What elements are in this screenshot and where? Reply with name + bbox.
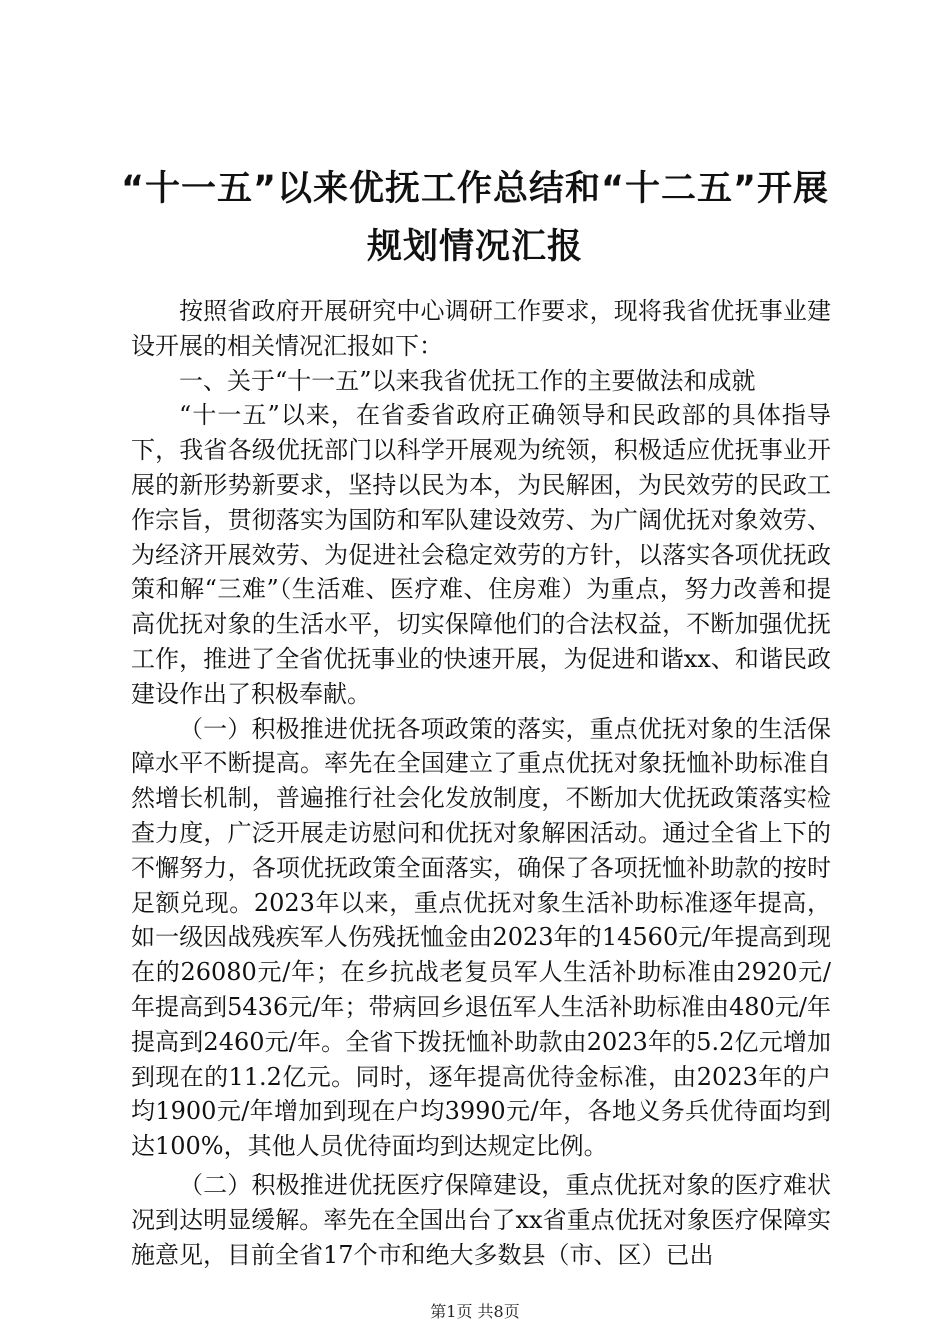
paragraph-overview: “十一五”以来，在省委省政府正确领导和民政部的具体指导下，我省各级优抚部门以科学开展观为统领，积极适应优抚事业开展的新形势新要求，坚持以民为本，为民解困，为民效劳的民政工作宗旨，贯彻落实为国防和军队建设效劳、为广阔优抚对象效劳、为经济开展效劳、为促进社会稳定效劳的方针，以落实各项优抚政策和解“三难”（生活难、医疗难、住房难）为重点，努力改善和提高优抚对象的生活水平，切实保障他们的合法权益，不断加强优抚工作，推进了全省优抚事业的快速开展，为促进和谐xx、和谐民政建设作出了积极奉献。 [131,401,831,708]
page-number: 第1页 共8页 [430,1302,520,1321]
document-body [131,294,831,1272]
paragraph-subsection-2: （二）积极推进优抚医疗保障建设，重点优抚对象的医疗难状况到达明显缓解。率先在全国出台了xx省重点优抚对象医疗保障实施意见，目前全省17个市和绝大多数县（市、区）已出 [131,1170,831,1269]
section-heading-1: 一、关于“十一五”以来我省优抚工作的主要做法和成就 [179,366,756,395]
paragraph-intro: 按照省政府开展研究中心调研工作要求，现将我省优抚事业建设开展的相关情况汇报如下： [131,297,831,360]
document-title: “十一五”以来优抚工作总结和“十二五”开展规划情况汇报 [120,169,829,267]
paragraph-subsection-1: （一）积极推进优抚各项政策的落实，重点优抚对象的生活保障水平不断提高。率先在全国建立了重点优抚对象抚恤补助标准自然增长机制，普遍推行社会化发放制度，不断加大优抚政策落实检查力度，广泛开展走访慰问和优抚对象解困活动。通过全省上下的不懈努力，各项优抚政策全面落实，确保了各项抚恤补助款的按时足额兑现。2023年以来，重点优抚对象生活补助标准逐年提高，如一级因战残疾军人伤残抚恤金由2023年的14560元/年提高到现在的26080元/年；在乡抗战老复员军人生活补助标准由2920元/年提高到5436元/年；带病回乡退伍军人生活补助标准由480元/年提高到2460元/年。全省下拨抚恤补助款由2023年的5.2亿元增加到现在的11.2亿元。同时，逐年提高优待金标准，由2023年的户均1900元/年增加到现在户均3990元/年，各地义务兵优待面均到达100%，其他人员优待面均到达规定比例。 [131,714,831,1161]
